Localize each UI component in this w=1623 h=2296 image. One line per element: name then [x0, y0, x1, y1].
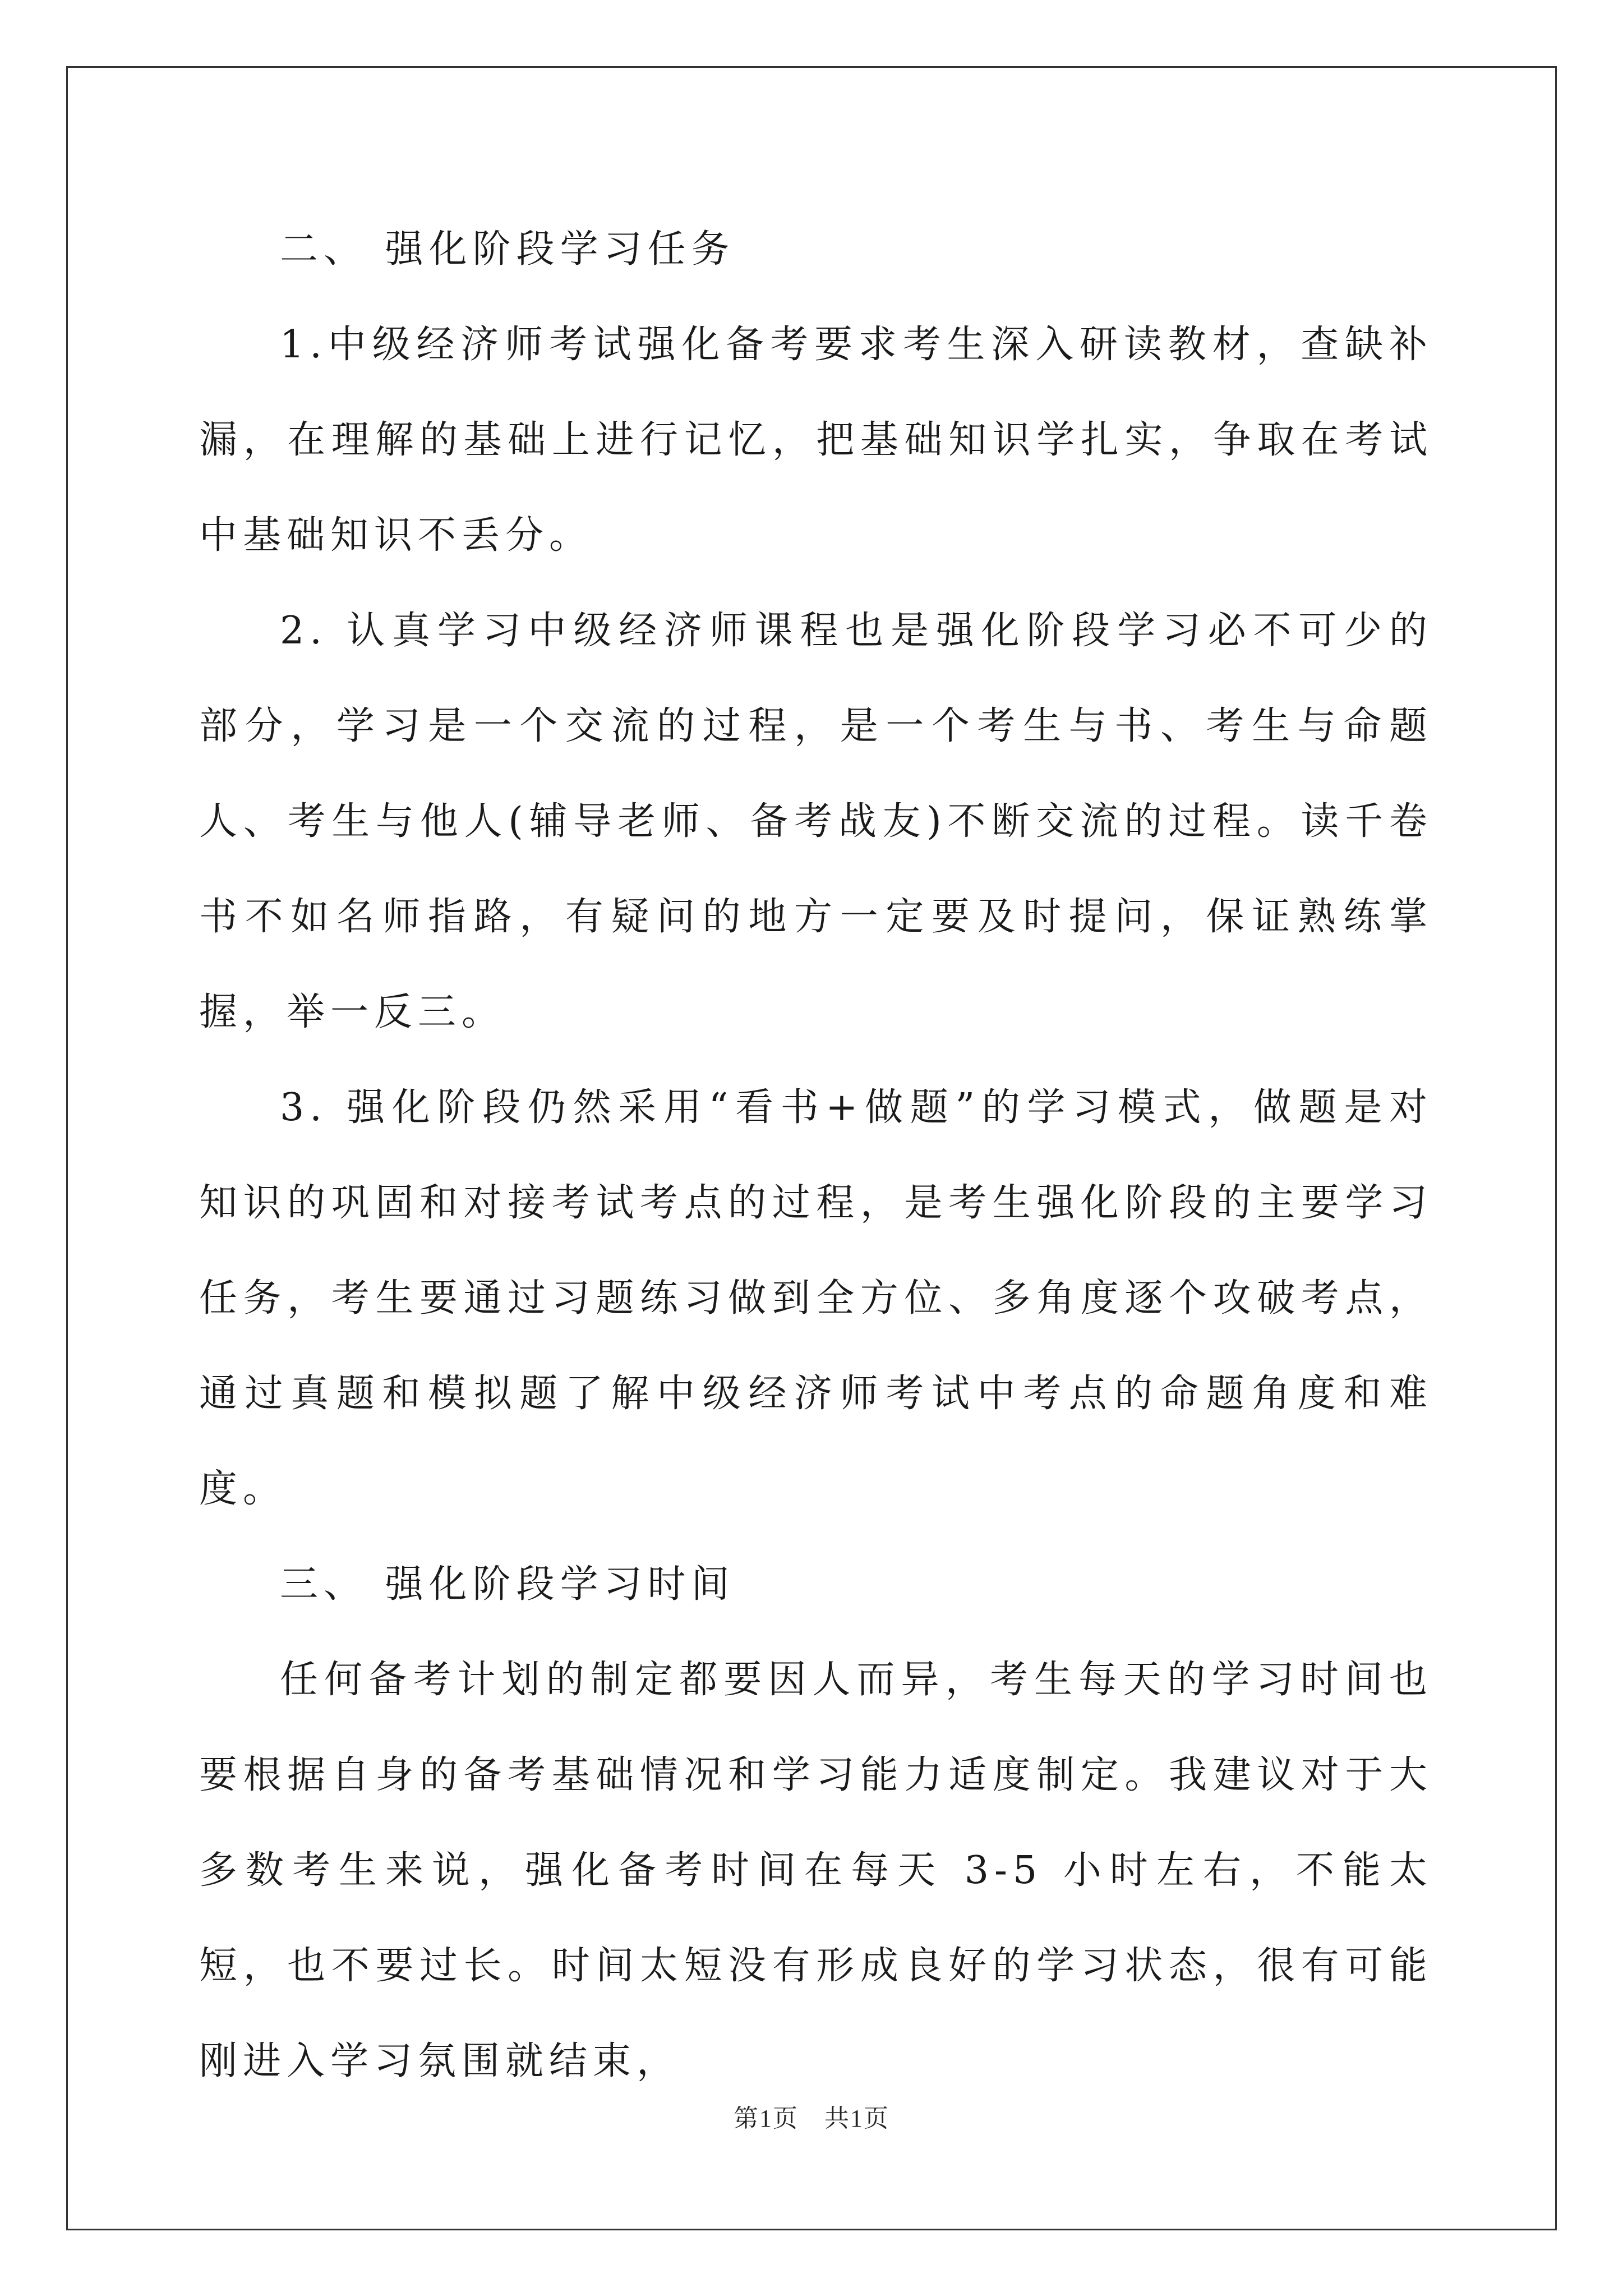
paragraph-4: 任何备考计划的制定都要因人而异，考生每天的学习时间也要根据自身的备考基础情况和学习能力适度制定。我建议对于大多数考生来说，强化备考时间在每天 3-5 小时左右，不能太短，也不要过长。时间太短没有形成良好的学习状态，很有可能刚进入学习氛围就结束， [199, 1658, 1433, 2083]
section-heading-three: 三、 强化阶段学习时间 [280, 1562, 735, 1607]
document-body [199, 202, 1433, 2109]
page-number-footer: 第1页 共1页 [734, 2105, 889, 2132]
paragraph-2: 2. 认真学习中级经济师课程也是强化阶段学习必不可少的部分，学习是一个交流的过程，是一个考生与书、考生与命题人、考生与他人(辅导老师、备考战友)不断交流的过程。读千卷书不如名师指路，有疑问的地方一定要及时提问，保证熟练掌握，举一反三。 [199, 609, 1433, 1034]
section-heading-two: 二、 强化阶段学习任务 [280, 227, 735, 272]
paragraph-3: 3. 强化阶段仍然采用“看书+做题”的学习模式，做题是对知识的巩固和对接考试考点的过程，是考生强化阶段的主要学习任务，考生要通过习题练习做到全方位、多角度逐个攻破考点，通过真题和模拟题了解中级经济师考试中考点的命题角度和难度。 [199, 1085, 1433, 1511]
paragraph-1: 1.中级经济师考试强化备考要求考生深入研读教材，查缺补漏，在理解的基础上进行记忆，把基础知识学扎实，争取在考试中基础知识不丢分。 [199, 323, 1433, 558]
